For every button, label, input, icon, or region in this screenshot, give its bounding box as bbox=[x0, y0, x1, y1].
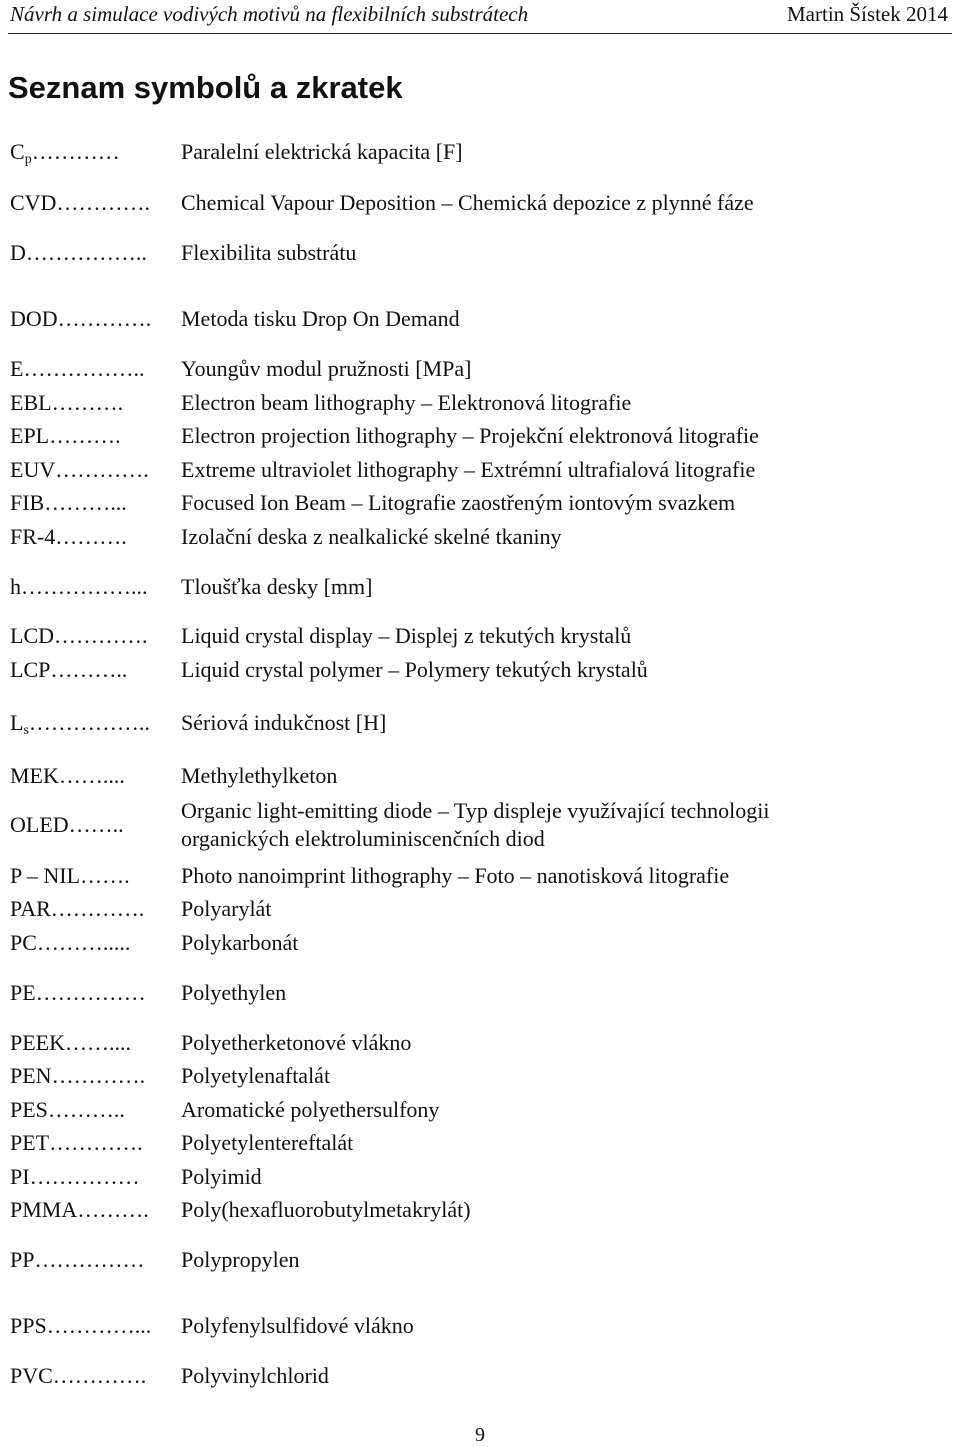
definition: Liquid crystal display – Displej z tekutých krystalů bbox=[181, 623, 632, 648]
abbreviation: FR-4………. bbox=[10, 524, 127, 549]
list-item bbox=[0, 189, 960, 217]
definition: Tloušťka desky [mm] bbox=[181, 574, 373, 599]
definition: Photo nanoimprint lithography – Foto – nanotisková litografie bbox=[181, 863, 730, 888]
abbreviation: PI…………… bbox=[10, 1164, 140, 1189]
abbreviation: PAR…………. bbox=[10, 896, 145, 921]
leader-dots: …………. bbox=[55, 457, 149, 482]
leader-dots: ………. bbox=[51, 390, 124, 415]
list-item bbox=[0, 422, 960, 450]
abbreviation: CVD…………. bbox=[10, 190, 150, 215]
definition: Polyetylenaftalát bbox=[181, 1063, 331, 1088]
abbreviation: PES……….. bbox=[10, 1097, 125, 1122]
list-item bbox=[0, 656, 960, 684]
list-item bbox=[0, 1312, 960, 1340]
abbreviation: PP…………… bbox=[10, 1247, 145, 1272]
leader-dots: …………… bbox=[35, 980, 146, 1005]
abbreviation: PEEK…….... bbox=[10, 1030, 131, 1055]
list-item bbox=[0, 305, 960, 333]
definition: Chemical Vapour Deposition – Chemická depozice z plynné fáze bbox=[181, 190, 754, 215]
leader-dots: …………….. bbox=[25, 240, 147, 265]
abbreviation: PPS…………... bbox=[10, 1313, 152, 1338]
abbreviation: PMMA………. bbox=[10, 1197, 149, 1222]
leader-dots: ………. bbox=[55, 524, 127, 549]
definition: Metoda tisku Drop On Demand bbox=[181, 306, 460, 331]
list-item bbox=[0, 1196, 960, 1224]
list-item bbox=[0, 1246, 960, 1274]
definition: Flexibilita substrátu bbox=[181, 240, 357, 265]
definition: Liquid crystal polymer – Polymery tekutých krystalů bbox=[181, 657, 648, 682]
list-item bbox=[0, 762, 960, 790]
running-header-author: Martin Šístek 2014 bbox=[787, 2, 948, 26]
list-item bbox=[0, 138, 960, 166]
abbreviation-subscript: p bbox=[24, 152, 32, 167]
leader-dots: ……. bbox=[80, 863, 130, 888]
running-header-title: Návrh a simulace vodivých motivů na flexibilních substrátech bbox=[10, 2, 529, 26]
list-item bbox=[0, 797, 960, 853]
definition: Paralelní elektrická kapacita [F] bbox=[181, 139, 463, 164]
leader-dots: ………. bbox=[49, 423, 121, 448]
definition: Polyetylentereftalát bbox=[181, 1130, 354, 1155]
leader-dots: …………… bbox=[34, 1247, 145, 1272]
definition: Polyfenylsulfidové vlákno bbox=[181, 1313, 414, 1338]
list-item bbox=[0, 979, 960, 1007]
list-item bbox=[0, 1029, 960, 1057]
leader-dots: ………. bbox=[77, 1197, 149, 1222]
leader-dots: …….... bbox=[65, 1030, 131, 1055]
abbreviation: OLED…….. bbox=[10, 812, 124, 837]
list-item bbox=[0, 1362, 960, 1390]
definition: Polykarbonát bbox=[181, 930, 299, 955]
leader-dots: …………. bbox=[56, 190, 150, 215]
abbreviation-subscript: s bbox=[23, 723, 29, 738]
leader-dots: …………. bbox=[57, 306, 152, 331]
leader-dots: …………. bbox=[49, 1130, 143, 1155]
abbreviation: EBL………. bbox=[10, 390, 124, 415]
abbreviation: LCP……….. bbox=[10, 657, 128, 682]
leader-dots: …….... bbox=[58, 763, 125, 788]
leader-dots: ……….. bbox=[47, 1097, 125, 1122]
definition: Polyvinylchlorid bbox=[181, 1363, 329, 1388]
abbreviation: h……………... bbox=[10, 574, 148, 599]
definition: Electron projection lithography – Projekční elektronová litografie bbox=[181, 423, 759, 448]
abbreviation: EUV…………. bbox=[10, 457, 149, 482]
definition: Electron beam lithography – Elektronová litografie bbox=[181, 390, 632, 415]
abbreviation: $C_p\dots\dots\dots\dots$ bbox=[10, 139, 120, 167]
list-item bbox=[0, 1163, 960, 1191]
abbreviation: PE…………… bbox=[10, 980, 146, 1005]
definition: Polyimid bbox=[181, 1164, 262, 1189]
definition: Polyarylát bbox=[181, 896, 272, 921]
definition: Polyethylen bbox=[181, 980, 287, 1005]
section-title: Seznam symbolů a zkratek bbox=[8, 70, 403, 105]
list-item bbox=[0, 1096, 960, 1124]
list-item bbox=[0, 1062, 960, 1090]
abbreviation: E…………….. bbox=[10, 356, 145, 381]
abbreviation: D…………….. bbox=[10, 240, 147, 265]
leader-dots: …………. bbox=[52, 1363, 147, 1388]
abbreviation: MEK…….... bbox=[10, 763, 125, 788]
leader-dots: …………... bbox=[46, 1313, 152, 1338]
list-item bbox=[0, 389, 960, 417]
abbreviation: DOD…………. bbox=[10, 306, 152, 331]
leader-dots: …………….. bbox=[23, 356, 145, 381]
definition: Organic light-emitting diode – Typ displeje využívající technologii organických elektroluminiscenčních diod bbox=[181, 798, 770, 851]
abbreviation: $L_s\dots\dots\dots\dots\dots$.. bbox=[10, 710, 150, 738]
list-item bbox=[0, 456, 960, 484]
list-item bbox=[0, 929, 960, 957]
leader-dots: ……………... bbox=[21, 574, 148, 599]
abbreviation: P – NIL……. bbox=[10, 863, 130, 888]
definition: Methylethylketon bbox=[181, 763, 338, 788]
definition: Polyetherketonové vlákno bbox=[181, 1030, 412, 1055]
list-item bbox=[0, 239, 960, 267]
definition: Izolační deska z nealkalické skelné tkaniny bbox=[181, 524, 562, 549]
list-item bbox=[0, 895, 960, 923]
abbreviation: PET…………. bbox=[10, 1130, 143, 1155]
list-item bbox=[0, 355, 960, 383]
header-rule bbox=[8, 33, 952, 34]
abbreviation: PEN…………. bbox=[10, 1063, 146, 1088]
definition: Sériová indukčnost [H] bbox=[181, 710, 387, 735]
leader-dots: ………..... bbox=[36, 930, 131, 955]
leader-dots: ………… bbox=[31, 139, 120, 164]
abbreviation: LCD…………. bbox=[10, 623, 148, 648]
leader-dots: ……….. bbox=[50, 657, 128, 682]
list-item bbox=[0, 709, 960, 737]
list-item bbox=[0, 622, 960, 650]
abbreviation: FIB………... bbox=[10, 490, 127, 515]
leader-dots: …….. bbox=[68, 812, 124, 837]
abbreviation: PVC…………. bbox=[10, 1363, 147, 1388]
list-item bbox=[0, 573, 960, 601]
list-item bbox=[0, 1129, 960, 1157]
abbreviation: PC………..... bbox=[10, 930, 131, 955]
definition: Polypropylen bbox=[181, 1247, 300, 1272]
leader-dots: …………. bbox=[51, 1063, 146, 1088]
page-number: 9 bbox=[475, 1424, 485, 1446]
abbreviation: EPL………. bbox=[10, 423, 121, 448]
definition: Poly(hexafluorobutylmetakrylát) bbox=[181, 1197, 471, 1222]
definition: Focused Ion Beam – Litografie zaostřeným iontovým svazkem bbox=[181, 490, 736, 515]
leader-dots: ………... bbox=[44, 490, 127, 515]
list-item bbox=[0, 523, 960, 551]
definition: Aromatické polyethersulfony bbox=[181, 1097, 440, 1122]
leader-dots: …………… bbox=[29, 1164, 140, 1189]
leader-dots: …………….. bbox=[28, 710, 150, 735]
list-item bbox=[0, 489, 960, 517]
leader-dots: …………. bbox=[54, 623, 148, 648]
definition: Extreme ultraviolet lithography – Extrémní ultrafialová litografie bbox=[181, 457, 756, 482]
leader-dots: …………. bbox=[50, 896, 145, 921]
list-item bbox=[0, 862, 960, 890]
definition: Youngův modul pružnosti [MPa] bbox=[181, 356, 472, 381]
